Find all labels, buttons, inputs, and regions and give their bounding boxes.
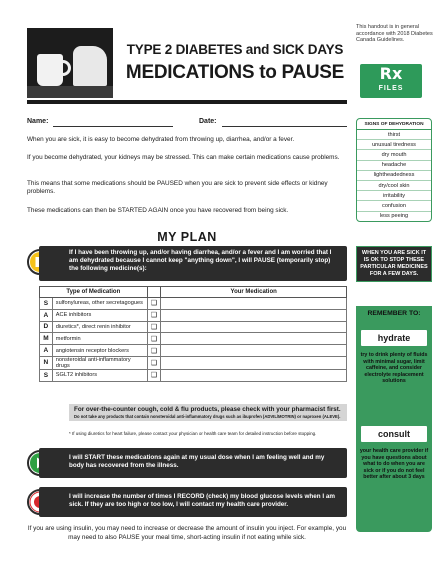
dehydration-sign: lightheadedness — [357, 171, 431, 181]
insulin-note: If you are using insulin, you may need to increase or decrease the amount of insulin you inject. For example, you may need to also PAUSE your meal time, short-acting insulin if not eating while sick. — [27, 525, 347, 541]
remember-panel — [356, 306, 432, 532]
my-plan-heading: MY PLAN — [157, 230, 217, 244]
table-row — [40, 321, 347, 333]
otc-warning-detail: Do not take any products that contain nonsteroidal anti-inflammatory drugs such as ibuprofen (ADVIL/MOTRIN) or naproxen (ALEVE). — [74, 414, 341, 419]
sadmans-letter: S — [40, 298, 53, 310]
table-row — [40, 369, 347, 381]
medication-type: angiotensin receptor blockers — [52, 345, 147, 357]
sadmans-letter: N — [40, 356, 53, 369]
checkbox[interactable]: ❑ — [147, 321, 161, 333]
table-row — [40, 345, 347, 357]
intro-paragraph-4: These medications can then be STARTED AGAIN once you have recovered from being sick. — [27, 207, 289, 214]
col-type-header: Type of Medication — [40, 287, 148, 298]
step-pause-text: If I have been throwing up, and/or having diarrhea, and/or a fever and I am worried that I am dehydrated because I cannot keep "anything down", I will PAUSE (temporarily stop) the following medicine(s): — [39, 246, 347, 281]
date-label: Date: — [199, 118, 217, 125]
mug-image — [37, 54, 63, 86]
checkbox[interactable]: ❑ — [147, 356, 161, 369]
dehydration-sign: dry/cool skin — [357, 181, 431, 191]
checkbox[interactable]: ❑ — [147, 298, 161, 310]
date-field[interactable] — [222, 126, 347, 127]
name-field[interactable] — [53, 126, 173, 127]
your-medication-field[interactable] — [161, 356, 347, 369]
sadmans-letter: A — [40, 345, 53, 357]
dehydration-sign: thirst — [357, 130, 431, 140]
medication-type: sulfonylureas, other secretagogues — [52, 298, 147, 310]
col-your-header: Your Medication — [161, 287, 347, 298]
name-label: Name: — [27, 118, 49, 125]
consult-text: your health care provider if you have questions about what to do when you are sick or if you do not feel better after about 3 days — [359, 448, 429, 481]
table-row — [40, 356, 347, 369]
guideline-note: This handout is in general accordance with 2018 Diabetes Canada Guidelines. — [356, 24, 433, 43]
your-medication-field[interactable] — [161, 345, 347, 357]
sadmans-letter: D — [40, 321, 53, 333]
dehydration-signs-box — [356, 118, 432, 222]
checkbox[interactable]: ❑ — [147, 333, 161, 345]
intro-paragraph-1: When you are sick, it is easy to become dehydrated from throwing up, diarrhea, and/or a fever. — [27, 136, 295, 143]
medication-type: metformin — [52, 333, 147, 345]
table-row — [40, 298, 347, 310]
medication-type: diuretics*, direct renin inhibitor — [52, 321, 147, 333]
your-medication-field[interactable] — [161, 369, 347, 381]
your-medication-field[interactable] — [161, 298, 347, 310]
title-line-1: TYPE 2 DIABETES and SICK DAYS — [126, 42, 344, 57]
sadmans-letter: M — [40, 333, 53, 345]
step-start-text: I will START these medications again at my usual dose when I am feeling well and my body has recovered from the illness. — [39, 448, 347, 478]
your-medication-field[interactable] — [161, 321, 347, 333]
intro-paragraph-3: This means that some medications should be PAUSED when you are sick to prevent side effects or kidney problems. — [27, 180, 328, 195]
hydrate-text: try to drink plenty of fluids with minimal sugar, limit caffeine, and consider electrolyte replacement solutions — [360, 352, 428, 385]
medication-type: SGLT2 inhibitors — [52, 369, 147, 381]
title-line-2: MEDICATIONS to PAUSE — [125, 62, 345, 83]
your-medication-field[interactable] — [161, 333, 347, 345]
pause-info-box: WHEN YOU ARE SICK IT IS OK TO STOP THESE PARTICULAR MEDICINES FOR A FEW DAYS. — [356, 246, 432, 282]
medication-type: ACE inhibitors — [52, 309, 147, 321]
logo-rx: Rx — [379, 64, 403, 83]
otc-warning — [69, 404, 347, 421]
dehydration-sign: unusual tiredness — [357, 140, 431, 150]
remember-heading: REMEMBER TO: — [367, 310, 421, 317]
step-record-text: I will increase the number of times I RECORD (check) my blood glucose levels when I am sick. If they are too high or too low, I will contact my health care provider. — [39, 487, 347, 517]
dehydration-sign: confusion — [357, 201, 431, 211]
logo-files: FILES — [378, 85, 404, 92]
checkbox[interactable]: ❑ — [147, 369, 161, 381]
medication-table — [39, 286, 347, 382]
table-row — [40, 333, 347, 345]
title-divider — [27, 100, 347, 104]
otc-warning-main: For over-the-counter cough, cold & flu products, please check with your pharmacist first. — [74, 406, 341, 413]
rxfiles-logo — [360, 64, 422, 98]
dehydration-sign: less peeing — [379, 213, 409, 220]
dehydration-sign: headache — [357, 161, 431, 171]
checkbox[interactable]: ❑ — [147, 309, 161, 321]
sadmans-letter: A — [40, 309, 53, 321]
name-date-row — [27, 118, 347, 130]
checkbox[interactable]: ❑ — [147, 345, 161, 357]
sick-day-photo — [27, 28, 113, 98]
hydrate-label: hydrate — [361, 330, 427, 346]
consult-label: consult — [361, 426, 427, 442]
dehydration-sign: irritability — [357, 191, 431, 201]
signs-title: SIGNS OF DEHYDRATION — [357, 119, 431, 130]
header — [0, 0, 445, 108]
your-medication-field[interactable] — [161, 309, 347, 321]
medication-type: nonsteroidal anti-inflammatory drugs — [52, 356, 147, 369]
intro-paragraph-2: If you become dehydrated, your kidneys may be stressed. This can make certain medications cause problems. — [27, 154, 340, 161]
sadmans-letter: S — [40, 369, 53, 381]
diuretic-footnote: * If using diuretics for heart failure, please contact your physician or health care team for detailed instruction before stopping. — [69, 431, 317, 436]
tissue-box-image — [73, 46, 107, 86]
table-row — [40, 309, 347, 321]
dehydration-sign: dry mouth — [357, 150, 431, 160]
